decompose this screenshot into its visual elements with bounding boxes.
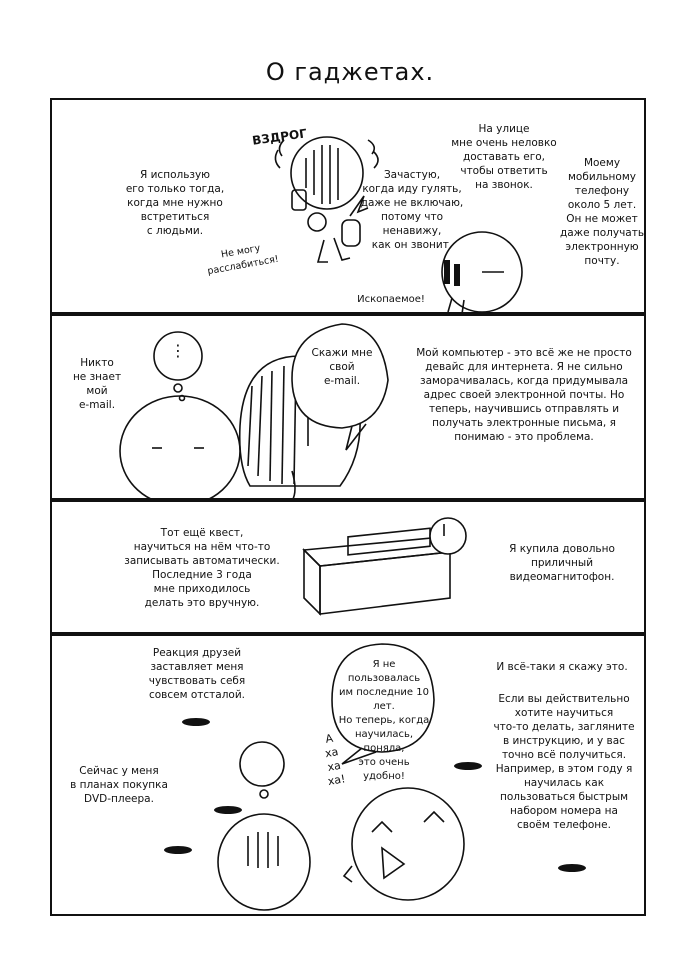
panel-4 [50, 634, 646, 916]
thought-dots: ⋮ [170, 341, 186, 360]
panel-3-right-narration: Я купила довольно приличный видеомагнитофон. [509, 543, 615, 583]
panel-4-right-heading: И всё-таки я скажу это. [496, 661, 628, 673]
speech-bubble-text: Скажи мне свой e-mail. [311, 347, 373, 387]
laughing-character-drawing [344, 788, 464, 900]
panel-3-left-narration: Тот ещё квест, научиться на нём что-то записывать автоматически. Последние 3 года мне приходилось делать это вручную. [124, 527, 280, 609]
small-character-drawing [430, 518, 466, 554]
panel-4-bottom-left-narration: Сейчас у меня в планах покупка DVD-плеера. [70, 765, 168, 805]
laugh-sound-effect: А ха ха ха! [324, 731, 347, 789]
panel-1 [50, 98, 646, 314]
fossil-caption: Ископаемое! [357, 294, 425, 305]
panel-2 [50, 314, 646, 500]
thought-bubble-drawing [240, 742, 284, 798]
page-title: О гаджетах. [265, 58, 435, 86]
vcr-drawing [304, 528, 450, 614]
speech-bubble-text: Я не пользовалась им последние 10 лет. Но теперь, когда научилась, поняла, это очень удобно! [338, 659, 430, 782]
round-character-drawing [120, 396, 240, 506]
panel-1-left-narration: Я использую его только тогда, когда мне нужно встретиться с людьми. [125, 169, 225, 237]
panel-2-left-narration: Никто не знает мой e-mail. [72, 357, 122, 411]
shiver-sound-effect: ВЗДРОГ [251, 126, 308, 148]
panel-3 [50, 500, 646, 634]
cant-relax-caption: Не могу расслабиться! [206, 242, 280, 278]
panel-1-right-narration: Моему мобильному телефону около 5 лет. Он не может даже получать электронную почту. [559, 157, 645, 267]
panel-4-right-narration: Если вы действительно хотите научиться что-то делать, загляните в инструкцию, и у вас точно всё получиться. Например, в этом году я научилась как пользоваться быстрым набором номера на своём телефоне. [493, 693, 635, 831]
panel-4-top-left-narration: Реакция друзей заставляет меня чувствовать себя совсем отсталой. [148, 647, 246, 701]
panel-1-top-narration: На улице мне очень неловко доставать его, чтобы ответить на звонок. [451, 123, 557, 191]
panel-2-right-narration: Мой компьютер - это всё же не просто девайс для интернета. Я не сильно заморачивалась, когда придумывала адрес своей электронной почты. Но теперь, научившись отправлять и получать электронные письма, я понимаю - это проблема. [416, 347, 632, 443]
girl-character-drawing [218, 814, 310, 910]
panel-1-middle-narration: Зачастую, когда иду гулять, даже не включаю, потому что ненавижу, как он звонит. [360, 169, 464, 251]
